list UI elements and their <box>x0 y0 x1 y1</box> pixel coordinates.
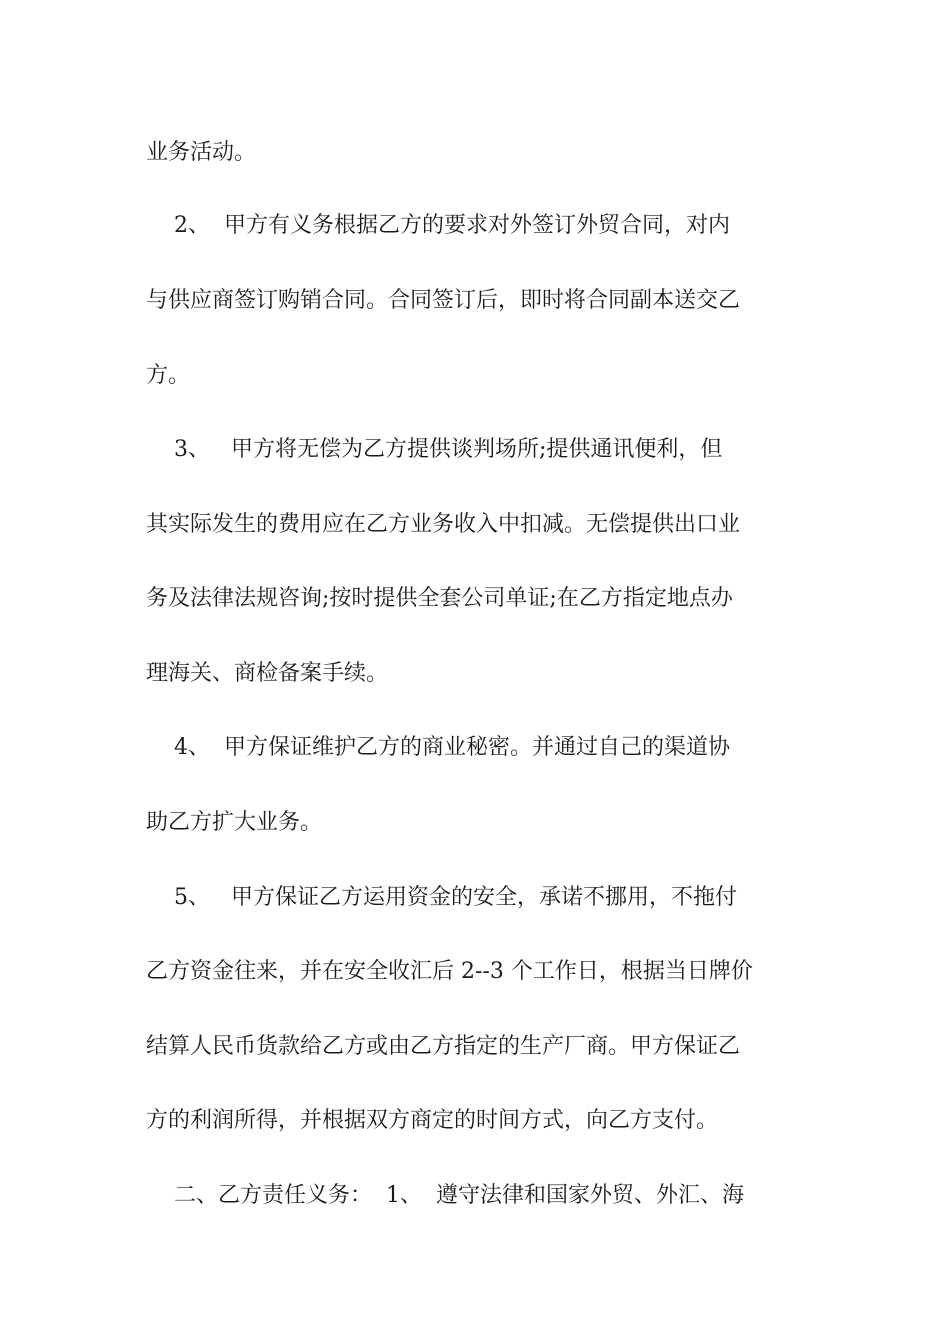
text-line: 方。 <box>146 363 191 388</box>
text-line: 方的利润所得，并根据双方商定的时间方式，向乙方支付。 <box>146 1108 719 1133</box>
text-line: 结算人民币货款给乙方或由乙方指定的生产厂商。甲方保证乙 <box>146 1034 741 1059</box>
text-line: 乙方资金往来，并在安全收汇后 2--3 个工作日，根据当日牌价 <box>146 959 753 984</box>
text-line: 务及法律法规咨询;按时提供全套公司单证;在乙方指定地点办 <box>146 586 733 611</box>
text-line: 二、乙方责任义务： 1、 遵守法律和国家外贸、外汇、海 <box>146 1183 744 1208</box>
text-line: 3、 甲方将无偿为乙方提供谈判场所;提供通讯便利，但 <box>146 437 723 462</box>
text-line: 助乙方扩大业务。 <box>146 810 323 835</box>
text-line: 业务活动。 <box>146 140 257 165</box>
text-line: 与供应商签订购销合同。合同签订后，即时将合同副本送交乙 <box>146 288 741 313</box>
text-line: 5、 甲方保证乙方运用资金的安全，承诺不挪用，不拖付 <box>146 885 737 910</box>
text-line: 4、 甲方保证维护乙方的商业秘密。并通过自己的渠道协 <box>146 735 730 760</box>
text-line: 理海关、商检备案手续。 <box>146 661 389 686</box>
text-line: 其实际发生的费用应在乙方业务收入中扣减。无偿提供出口业 <box>146 512 741 537</box>
text-line: 2、 甲方有义务根据乙方的要求对外签订外贸合同，对内 <box>146 213 730 238</box>
